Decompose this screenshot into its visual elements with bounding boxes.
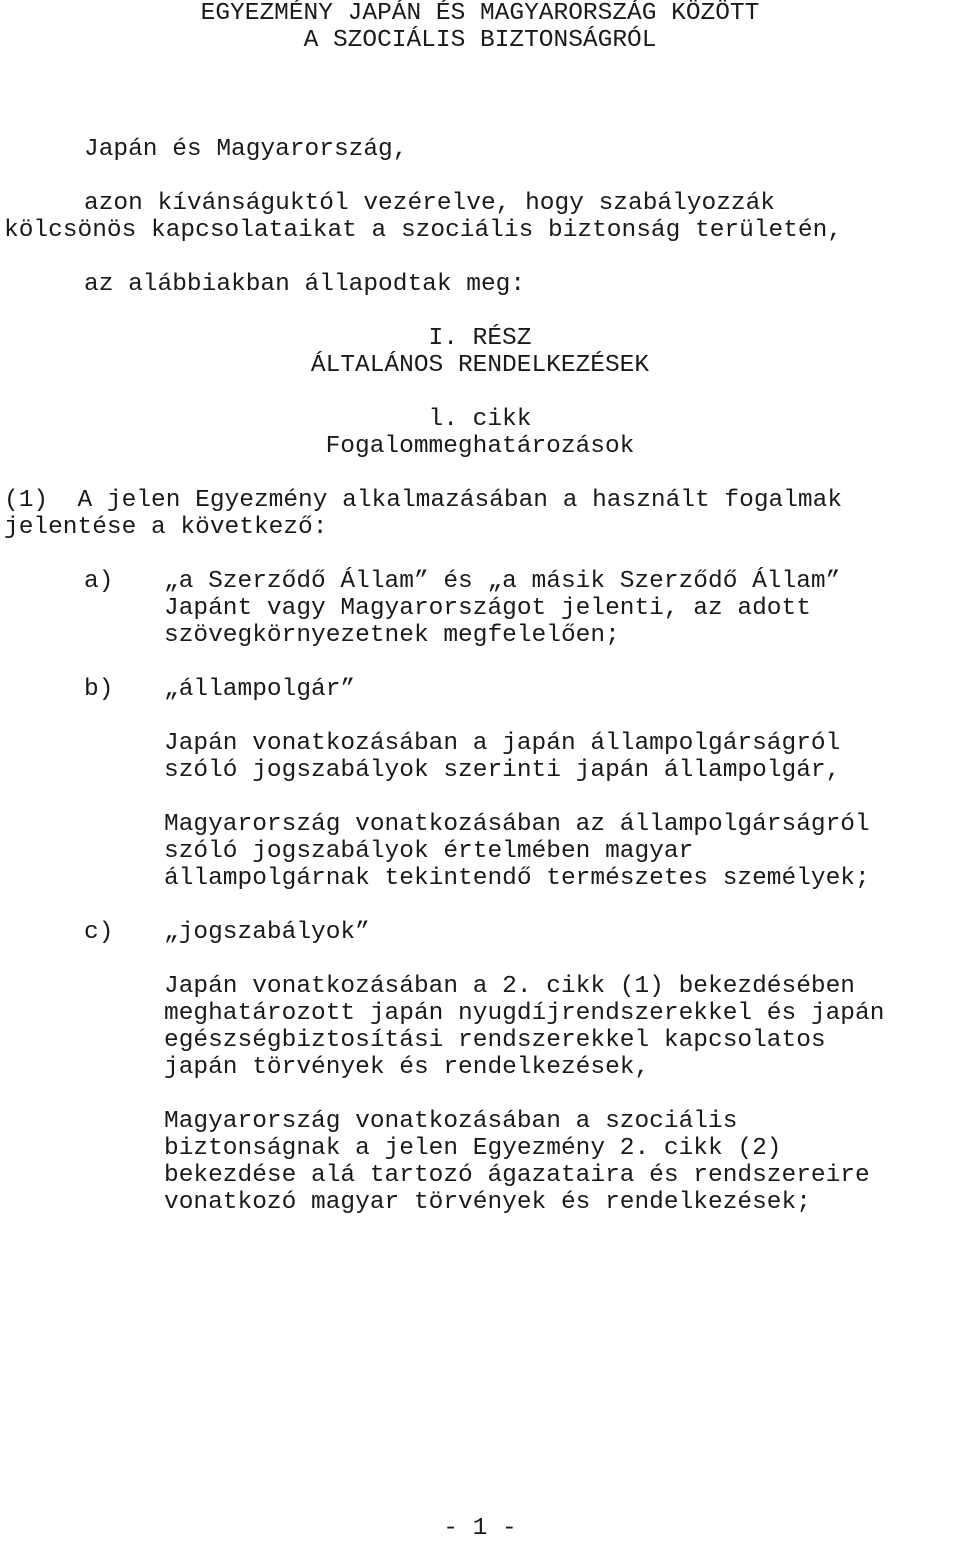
- item-c-hungary-line-3: bekezdése alá tartozó ágazataira és rendszereire: [164, 1162, 870, 1189]
- item-b-japan-line-2: szóló jogszabályok szerinti japán állampolgár,: [164, 757, 841, 784]
- item-b-japan-line-1: Japán vonatkozásában a japán állampolgárságról: [164, 730, 841, 757]
- item-b-hungary-line-1: Magyarország vonatkozásában az állampolgárságról: [164, 811, 870, 838]
- item-a-line-3: szövegkörnyezetnek megfelelően;: [164, 622, 620, 649]
- item-c-hungary-line-1: Magyarország vonatkozásában a szociális: [164, 1108, 738, 1135]
- preamble-intent-line-1: azon kívánságuktól vezérelve, hogy szabályozzák: [84, 190, 776, 217]
- item-c-japan-line-4: japán törvények és rendelkezések,: [164, 1054, 650, 1081]
- item-a-label: a): [84, 568, 114, 595]
- item-c-hungary-line-2: biztonságnak a jelen Egyezmény 2. cikk (2): [164, 1135, 782, 1162]
- part-number: I. RÉSZ: [428, 325, 532, 352]
- preamble-intent-line-2: kölcsönös kapcsolataikat a szociális biztonság területén,: [4, 217, 843, 244]
- part-title: ÁLTALÁNOS RENDELKEZÉSEK: [310, 352, 650, 379]
- item-a-line-1: „a Szerződő Állam” és „a másik Szerződő Állam”: [164, 568, 841, 595]
- item-c-japan-line-3: egészségbiztosítási rendszerekkel kapcsolatos: [164, 1027, 826, 1054]
- paragraph-1-line-2: jelentése a következő:: [4, 514, 328, 541]
- title-line-2: A SZOCIÁLIS BIZTONSÁGRÓL: [303, 27, 657, 54]
- item-c-label: c): [84, 919, 114, 946]
- item-b-hungary-line-2: szóló jogszabályok értelmében magyar: [164, 838, 694, 865]
- item-c-hungary-line-4: vonatkozó magyar törvények és rendelkezések;: [164, 1189, 811, 1216]
- page-number: - 1 -: [443, 1515, 517, 1542]
- paragraph-1-line-1: (1) A jelen Egyezmény alkalmazásában a használt fogalmak: [4, 487, 843, 514]
- item-b-term: „állampolgár”: [164, 676, 356, 703]
- item-b-hungary-line-3: állampolgárnak tekintendő természetes személyek;: [164, 865, 870, 892]
- item-a-line-2: Japánt vagy Magyarországot jelenti, az adott: [164, 595, 811, 622]
- preamble-parties: Japán és Magyarország,: [84, 136, 408, 163]
- preamble-agreed: az alábbiakban állapodtak meg:: [84, 271, 526, 298]
- item-c-term: „jogszabályok”: [164, 919, 370, 946]
- item-c-japan-line-1: Japán vonatkozásában a 2. cikk (1) bekezdésében: [164, 973, 856, 1000]
- title-line-1: EGYEZMÉNY JAPÁN ÉS MAGYARORSZÁG KÖZÖTT: [200, 0, 760, 27]
- article-number: l. cikk: [428, 406, 532, 433]
- article-title: Fogalommeghatározások: [325, 433, 635, 460]
- item-b-label: b): [84, 676, 114, 703]
- item-c-japan-line-2: meghatározott japán nyugdíjrendszerekkel és japán: [164, 1000, 885, 1027]
